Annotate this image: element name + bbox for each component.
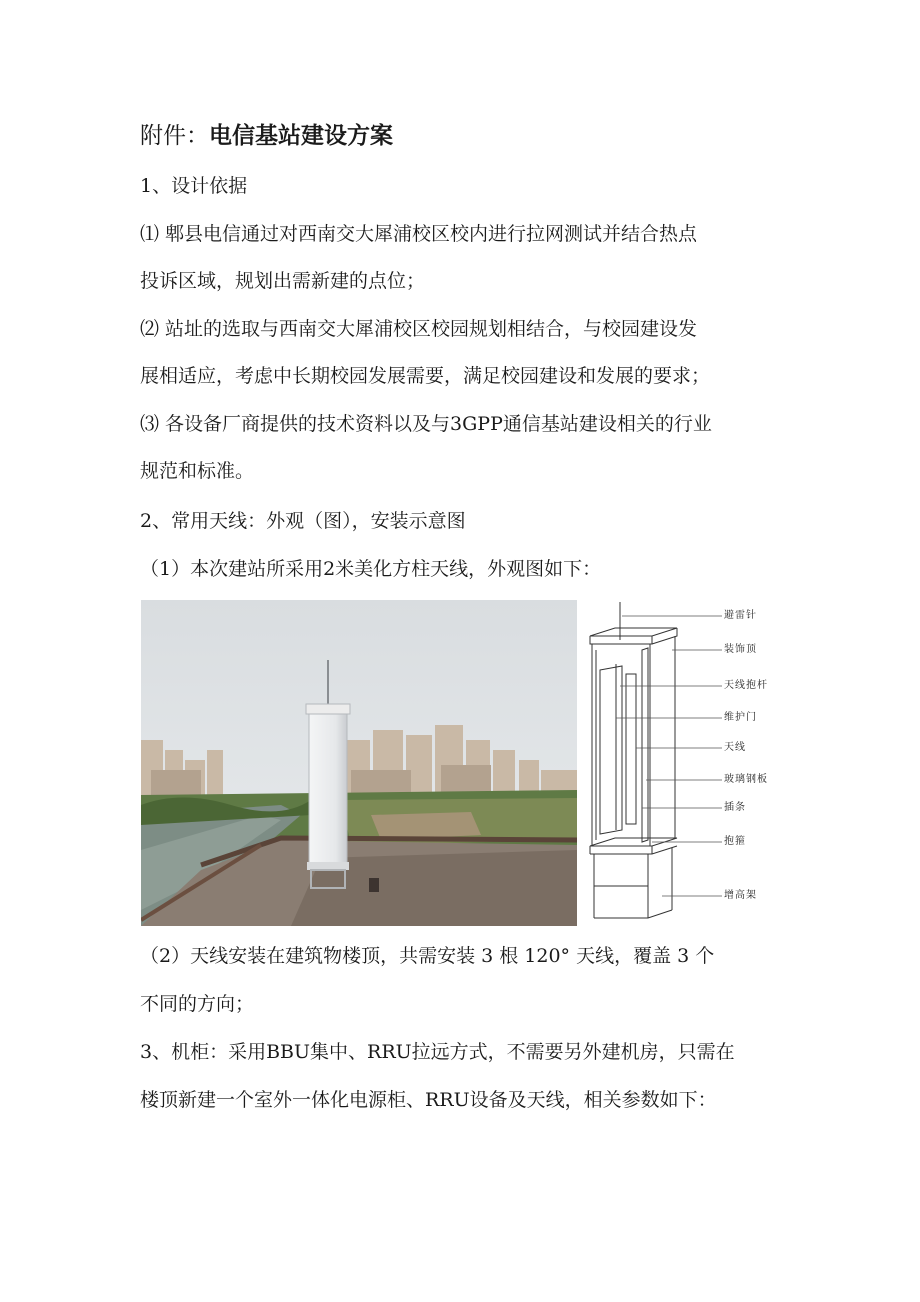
section-1-item-2-line-1: ⑵ 站址的选取与西南交大犀浦校区校园规划相结合，与校园建设发 <box>140 318 698 340</box>
section-2-item-1: （1）本次建站所采用2米美化方柱天线，外观图如下： <box>140 558 602 580</box>
label-fiberglass-panel: 玻璃钢板 <box>724 774 768 785</box>
label-antenna: 天线 <box>724 742 746 753</box>
section-1-item-1-line-1: ⑴ 郫县电信通过对西南交大犀浦校区校内进行拉网测试并结合热点 <box>140 223 698 245</box>
section-3-line-1: 3、机柜：采用BBU集中、RRU拉远方式，不需要另外建机房，只需在 <box>140 1041 735 1063</box>
section-2-item-2-line-1: （2）天线安装在建筑物楼顶，共需安装 3 根 120° 天线，覆盖 3 个 <box>140 945 715 967</box>
label-maintenance-door: 维护门 <box>724 712 757 723</box>
section-1-heading: 1、设计依据 <box>140 175 248 197</box>
antenna-rooftop-photo <box>141 600 577 926</box>
title-prefix: 附件： <box>140 123 209 149</box>
page-title <box>140 120 800 152</box>
label-riser-frame: 增高架 <box>724 890 757 901</box>
section-2-heading: 2、常用天线：外观（图），安装示意图 <box>140 510 466 532</box>
label-decorative-top: 装饰顶 <box>724 644 757 655</box>
antenna-installation-diagram <box>582 600 782 926</box>
section-3-line-2: 楼顶新建一个室外一体化电源柜、RRU设备及天线，相关参数如下： <box>140 1089 717 1111</box>
label-insert-strip: 插条 <box>724 802 746 813</box>
label-lightning-rod: 避雷针 <box>724 610 757 621</box>
section-1-item-3-line-2: 规范和标准。 <box>140 460 255 482</box>
label-antenna-pole: 天线抱杆 <box>724 680 768 691</box>
section-1-item-1-line-2: 投诉区域，规划出需新建的点位； <box>140 270 426 292</box>
section-1-item-3-line-1: ⑶ 各设备厂商提供的技术资料以及与3GPP通信基站建设相关的行业 <box>140 413 712 435</box>
section-2-item-2-line-2: 不同的方向； <box>140 993 255 1015</box>
title-text: 电信基站建设方案 <box>209 122 393 149</box>
section-1-item-2-line-2: 展相适应，考虑中长期校园发展需要，满足校园建设和发展的要求； <box>140 365 711 387</box>
label-hoop: 抱箍 <box>724 836 746 847</box>
